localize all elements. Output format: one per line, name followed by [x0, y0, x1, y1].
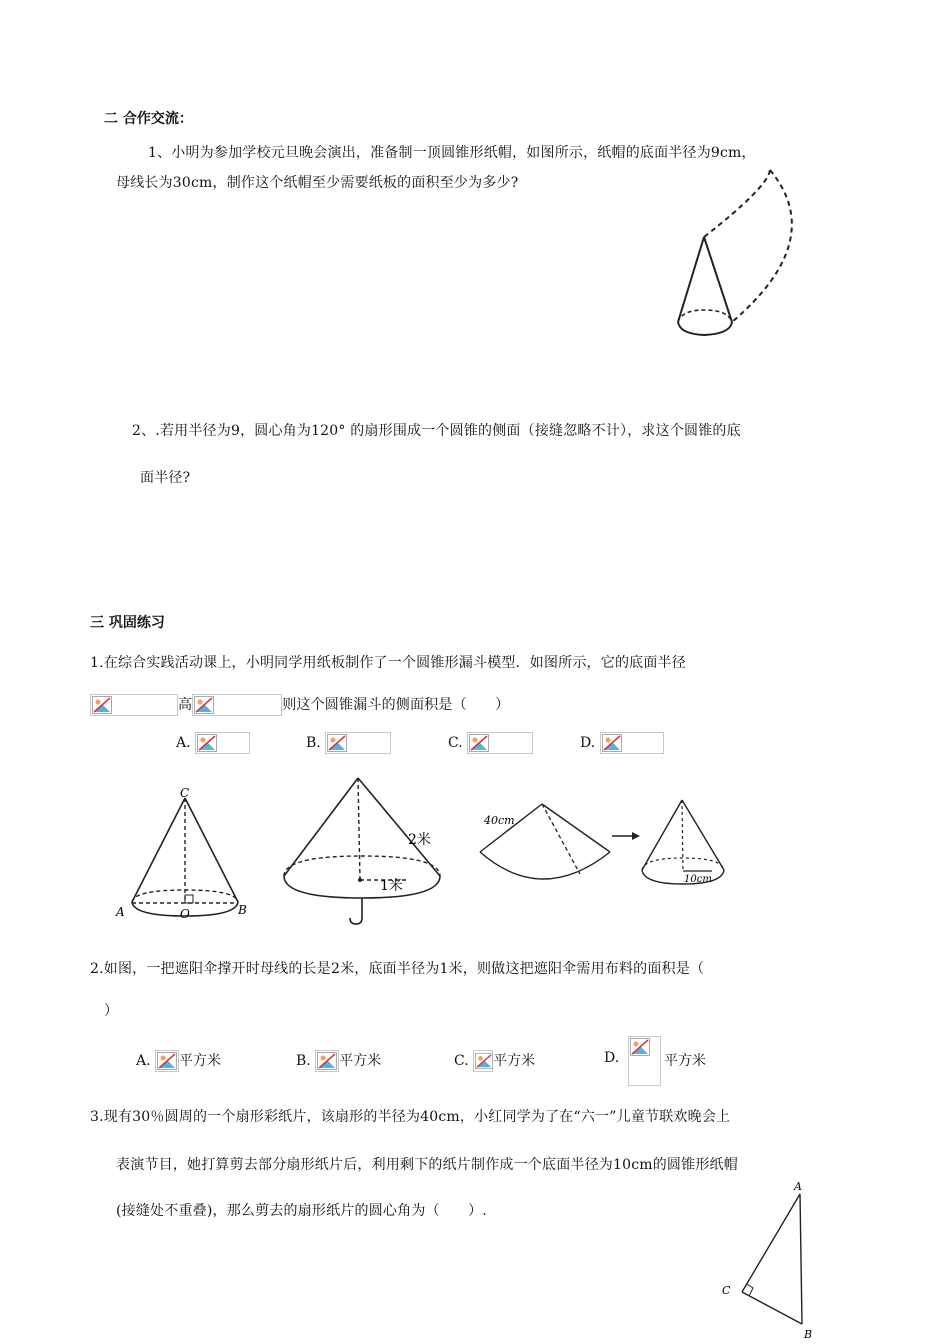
- practice-2-line-2: ）: [104, 1003, 119, 1019]
- broken-image-icon: [315, 1050, 339, 1072]
- area-unit-label: 平方米: [339, 1053, 382, 1069]
- broken-image-icon: [90, 694, 178, 716]
- cone-funnel-figure: [110, 782, 260, 922]
- area-unit-label: 平方米: [179, 1053, 222, 1069]
- height-label: 高: [178, 697, 193, 713]
- practice-1-line-2: [90, 694, 509, 716]
- cone-base-radius-label: 10cm: [684, 874, 712, 885]
- cone-hat-figure: [668, 162, 808, 344]
- sector-to-cone-figure: [472, 796, 737, 896]
- umbrella-figure: [276, 772, 456, 932]
- broken-image-icon: [600, 732, 664, 754]
- option-d: D.: [604, 1050, 620, 1066]
- slant-height-label: 2米: [408, 832, 431, 848]
- broken-image-icon: [628, 1036, 661, 1086]
- option-d: D.: [580, 732, 664, 754]
- broken-image-icon: [473, 1050, 493, 1072]
- point-a-label: A: [116, 905, 125, 919]
- option-a: A.: [176, 732, 250, 754]
- question-1-line-2: 母线长为30cm，制作这个纸帽至少需要纸板的面积至少为多少?: [116, 175, 519, 191]
- practice-1-question-end: 则这个圆锥漏斗的侧面积是（ ）: [282, 697, 510, 713]
- question-2-line-2: 面半径?: [140, 470, 191, 486]
- vertex-b-label: B: [804, 1328, 813, 1341]
- option-c: C.: [448, 732, 533, 754]
- base-radius-label: 1米: [380, 878, 403, 894]
- broken-image-icon: [155, 1050, 179, 1072]
- center-o-label: O: [180, 907, 190, 921]
- broken-image-icon: [467, 732, 533, 754]
- sector-radius-label: 40cm: [484, 814, 515, 827]
- broken-image-icon: [195, 732, 250, 754]
- option-b: B. 平方米: [296, 1050, 381, 1072]
- section-heading-cooperation: 二 合作交流：: [104, 111, 193, 127]
- option-a: A. 平方米: [136, 1050, 221, 1072]
- practice-2-line-1: 2.如图，一把遮阳伞撑开时母线的长是2米，底面半径为1米，则做这把遮阳伞需用布料的面积是（: [90, 961, 705, 977]
- option-c: C. 平方米: [454, 1050, 535, 1072]
- point-b-label: B: [238, 903, 247, 917]
- practice-1-line-1: 1.在综合实践活动课上，小明同学用纸板制作了一个圆锥形漏斗模型．如图所示，它的底面半径: [90, 655, 686, 671]
- vertex-c-label: C: [180, 786, 190, 800]
- vertex-c-label: C: [722, 1284, 731, 1297]
- practice-3-line-3: (接缝处不重叠)，那么剪去的扇形纸片的圆心角为（ ）.: [116, 1203, 487, 1219]
- practice-3-line-2: 表演节目，她打算剪去部分扇形纸片后，利用剩下的纸片制作成一个底面半径为10cm的圆锥形纸帽: [116, 1157, 738, 1173]
- question-2-line-1: 2、.若用半径为9，圆心角为120° 的扇形围成一个圆锥的侧面（接缝忽略不计），求这个圆锥的底: [132, 423, 741, 439]
- question-1-line-1: 1、小明为参加学校元旦晚会演出，准备制一顶圆锥形纸帽，如图所示，纸帽的底面半径为9cm，: [148, 145, 756, 161]
- vertex-a-label: A: [794, 1180, 802, 1193]
- option-b: B.: [306, 732, 391, 754]
- area-unit-label: 平方米: [664, 1053, 706, 1069]
- right-triangle-figure: [716, 1176, 826, 1342]
- broken-image-icon: [325, 732, 391, 754]
- section-heading-practice: 三 巩固练习: [90, 615, 165, 631]
- practice-3-line-1: 3.现有30％圆周的一个扇形彩纸片，该扇形的半径为40cm，小红同学为了在“六一”儿童节联欢晚会上: [90, 1109, 731, 1125]
- area-unit-label: 平方米: [493, 1053, 536, 1069]
- broken-image-icon: [192, 694, 282, 716]
